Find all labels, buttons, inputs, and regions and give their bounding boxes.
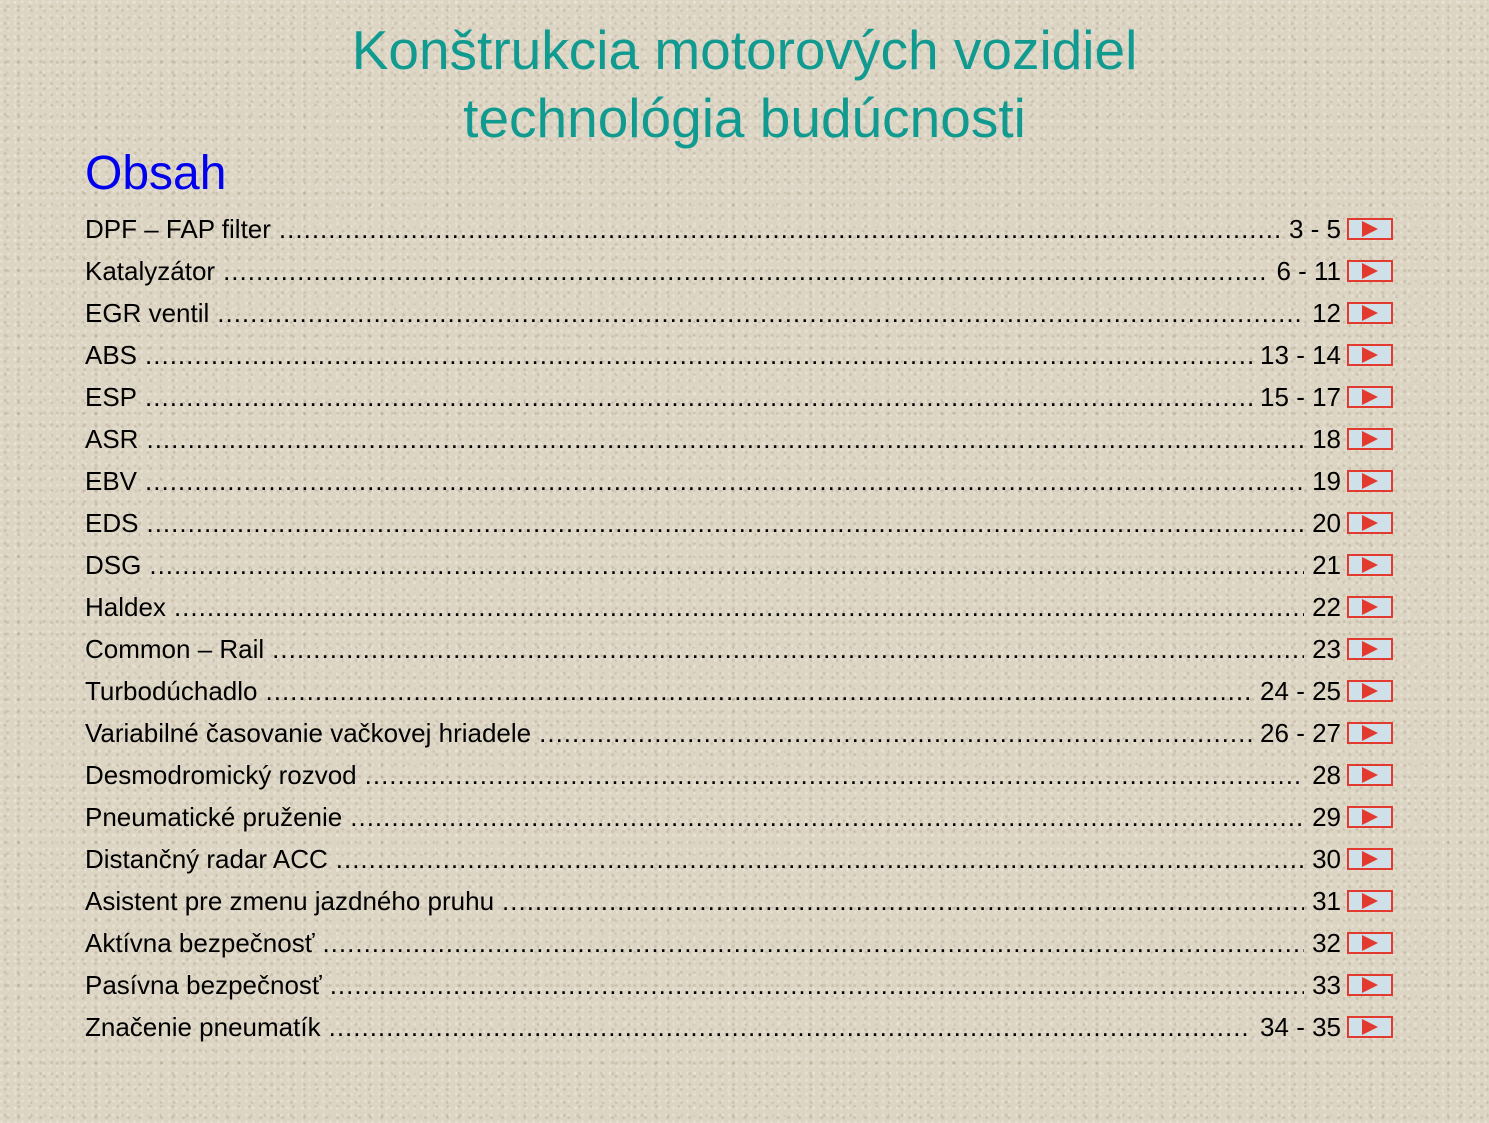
toc-row bbox=[85, 838, 1397, 880]
toc-entry bbox=[85, 418, 1341, 460]
go-to-section-button[interactable] bbox=[1347, 932, 1393, 954]
dot-leader bbox=[272, 628, 1304, 670]
go-to-section-button[interactable] bbox=[1347, 302, 1393, 324]
toc-row bbox=[85, 628, 1397, 670]
toc-entry bbox=[85, 460, 1341, 502]
toc-entry-pages: 28 bbox=[1312, 760, 1341, 790]
go-to-section-button[interactable] bbox=[1347, 344, 1393, 366]
toc-entry-pages: 31 bbox=[1312, 886, 1341, 916]
toc-entry bbox=[85, 502, 1341, 544]
toc-row bbox=[85, 670, 1397, 712]
toc-row bbox=[85, 712, 1397, 754]
go-to-section-button[interactable] bbox=[1347, 1016, 1393, 1038]
toc-entry bbox=[85, 208, 1341, 250]
toc-entry-label: Značenie pneumatík bbox=[85, 1012, 321, 1042]
toc-entry bbox=[85, 838, 1341, 880]
toc-entry bbox=[85, 670, 1341, 712]
toc-row bbox=[85, 334, 1397, 376]
toc-entry bbox=[85, 796, 1341, 838]
title-line-1: Konštrukcia motorových vozidiel bbox=[351, 19, 1138, 81]
toc-entry-label: Pneumatické pruženie bbox=[85, 802, 343, 832]
play-arrow-icon bbox=[1362, 683, 1378, 699]
dot-leader bbox=[146, 418, 1304, 460]
toc-entry bbox=[85, 628, 1341, 670]
toc-entry-label: EGR ventil bbox=[85, 298, 210, 328]
go-to-section-button[interactable] bbox=[1347, 512, 1393, 534]
slide-title bbox=[0, 16, 1489, 152]
toc-entry-label: ESP bbox=[85, 382, 138, 412]
toc-row bbox=[85, 754, 1397, 796]
toc-row bbox=[85, 880, 1397, 922]
toc-entry bbox=[85, 376, 1341, 418]
go-to-section-button[interactable] bbox=[1347, 806, 1393, 828]
dot-leader bbox=[279, 208, 1281, 250]
toc-entry-label: Aktívna bezpečnosť bbox=[85, 928, 315, 958]
play-arrow-icon bbox=[1362, 977, 1378, 993]
toc-entry bbox=[85, 1006, 1341, 1048]
play-arrow-icon bbox=[1362, 305, 1378, 321]
toc-entry-label: Distančný radar ACC bbox=[85, 844, 328, 874]
section-heading: Obsah bbox=[85, 147, 227, 200]
toc-entry bbox=[85, 964, 1341, 1006]
toc-entry-pages: 20 bbox=[1312, 508, 1341, 538]
dot-leader bbox=[174, 586, 1304, 628]
go-to-section-button[interactable] bbox=[1347, 386, 1393, 408]
toc-entry-label: ABS bbox=[85, 340, 138, 370]
toc-row bbox=[85, 502, 1397, 544]
toc-row bbox=[85, 922, 1397, 964]
dot-leader bbox=[329, 1006, 1252, 1048]
toc-entry-pages: 21 bbox=[1312, 550, 1341, 580]
dot-leader bbox=[502, 880, 1304, 922]
toc-entry-label: Asistent pre zmenu jazdného pruhu bbox=[85, 886, 495, 916]
toc-entry-pages: 6 - 11 bbox=[1276, 256, 1341, 286]
play-arrow-icon bbox=[1362, 431, 1378, 447]
play-arrow-icon bbox=[1362, 641, 1378, 657]
toc-entry-pages: 18 bbox=[1312, 424, 1341, 454]
toc-entry-label: Desmodromický rozvod bbox=[85, 760, 357, 790]
dot-leader bbox=[217, 292, 1304, 334]
toc-entry bbox=[85, 292, 1341, 334]
go-to-section-button[interactable] bbox=[1347, 554, 1393, 576]
toc-entry-label: Turbodúchadlo bbox=[85, 676, 258, 706]
toc-entry-pages: 33 bbox=[1312, 970, 1341, 1000]
toc-entry-label: EDS bbox=[85, 508, 139, 538]
toc-entry-label: Haldex bbox=[85, 592, 166, 622]
toc-entry-label: DPF – FAP filter bbox=[85, 214, 271, 244]
go-to-section-button[interactable] bbox=[1347, 470, 1393, 492]
play-arrow-icon bbox=[1362, 725, 1378, 741]
dot-leader bbox=[149, 544, 1304, 586]
play-arrow-icon bbox=[1362, 263, 1378, 279]
go-to-section-button[interactable] bbox=[1347, 680, 1393, 702]
toc-row bbox=[85, 208, 1397, 250]
play-arrow-icon bbox=[1362, 389, 1378, 405]
toc-entry-pages: 22 bbox=[1312, 592, 1341, 622]
toc-entry-pages: 26 - 27 bbox=[1260, 718, 1341, 748]
toc-entry bbox=[85, 586, 1341, 628]
toc-row bbox=[85, 250, 1397, 292]
toc-entry bbox=[85, 880, 1341, 922]
dot-leader bbox=[146, 502, 1304, 544]
toc-entry-pages: 23 bbox=[1312, 634, 1341, 664]
toc-row bbox=[85, 796, 1397, 838]
dot-leader bbox=[350, 796, 1304, 838]
toc-entry-label: Common – Rail bbox=[85, 634, 265, 664]
dot-leader bbox=[365, 754, 1304, 796]
toc-entry bbox=[85, 712, 1341, 754]
toc-entry-pages: 29 bbox=[1312, 802, 1341, 832]
dot-leader bbox=[322, 922, 1304, 964]
play-arrow-icon bbox=[1362, 221, 1378, 237]
toc-entry-pages: 24 - 25 bbox=[1260, 676, 1341, 706]
go-to-section-button[interactable] bbox=[1347, 764, 1393, 786]
go-to-section-button[interactable] bbox=[1347, 890, 1393, 912]
toc-entry-pages: 3 - 5 bbox=[1288, 214, 1341, 244]
dot-leader bbox=[266, 670, 1253, 712]
toc-row bbox=[85, 376, 1397, 418]
toc-entry-pages: 12 bbox=[1312, 298, 1341, 328]
toc-entry bbox=[85, 754, 1341, 796]
toc-row bbox=[85, 292, 1397, 334]
toc-entry-label: Variabilné časovanie vačkovej hriadele bbox=[85, 718, 532, 748]
toc-entry-pages: 15 - 17 bbox=[1260, 382, 1341, 412]
dot-leader bbox=[145, 460, 1304, 502]
toc-row bbox=[85, 586, 1397, 628]
play-arrow-icon bbox=[1362, 599, 1378, 615]
go-to-section-button[interactable] bbox=[1347, 974, 1393, 996]
dot-leader bbox=[336, 838, 1304, 880]
toc-entry-label: Pasívna bezpečnosť bbox=[85, 970, 322, 1000]
toc-row bbox=[85, 964, 1397, 1006]
play-arrow-icon bbox=[1362, 1019, 1378, 1035]
play-arrow-icon bbox=[1362, 851, 1378, 867]
play-arrow-icon bbox=[1362, 557, 1378, 573]
toc-entry bbox=[85, 250, 1341, 292]
toc-row bbox=[85, 418, 1397, 460]
dot-leader bbox=[539, 712, 1252, 754]
toc-entry-label: Katalyzátor bbox=[85, 256, 216, 286]
toc-entry-pages: 13 - 14 bbox=[1260, 340, 1341, 370]
toc-row bbox=[85, 1006, 1397, 1048]
go-to-section-button[interactable] bbox=[1347, 428, 1393, 450]
toc-row bbox=[85, 460, 1397, 502]
toc-entry bbox=[85, 544, 1341, 586]
toc-entry-label: ASR bbox=[85, 424, 139, 454]
go-to-section-button[interactable] bbox=[1347, 218, 1393, 240]
toc-row bbox=[85, 544, 1397, 586]
toc-entry-label: DSG bbox=[85, 550, 142, 580]
dot-leader bbox=[145, 334, 1252, 376]
toc-entry-pages: 34 - 35 bbox=[1260, 1012, 1341, 1042]
play-arrow-icon bbox=[1362, 893, 1378, 909]
go-to-section-button[interactable] bbox=[1347, 722, 1393, 744]
go-to-section-button[interactable] bbox=[1347, 596, 1393, 618]
play-arrow-icon bbox=[1362, 347, 1378, 363]
title-line-2: technológia budúcnosti bbox=[463, 87, 1026, 149]
play-arrow-icon bbox=[1362, 473, 1378, 489]
go-to-section-button[interactable] bbox=[1347, 638, 1393, 660]
toc-entry-pages: 30 bbox=[1312, 844, 1341, 874]
play-arrow-icon bbox=[1362, 935, 1378, 951]
play-arrow-icon bbox=[1362, 515, 1378, 531]
dot-leader bbox=[145, 376, 1252, 418]
table-of-contents bbox=[85, 208, 1397, 1048]
go-to-section-button[interactable] bbox=[1347, 260, 1393, 282]
play-arrow-icon bbox=[1362, 809, 1378, 825]
toc-entry-pages: 32 bbox=[1312, 928, 1341, 958]
play-arrow-icon bbox=[1362, 767, 1378, 783]
toc-entry-pages: 19 bbox=[1312, 466, 1341, 496]
toc-entry bbox=[85, 334, 1341, 376]
dot-leader bbox=[223, 250, 1268, 292]
toc-entry-label: EBV bbox=[85, 466, 138, 496]
dot-leader bbox=[330, 964, 1304, 1006]
toc-entry bbox=[85, 922, 1341, 964]
go-to-section-button[interactable] bbox=[1347, 848, 1393, 870]
